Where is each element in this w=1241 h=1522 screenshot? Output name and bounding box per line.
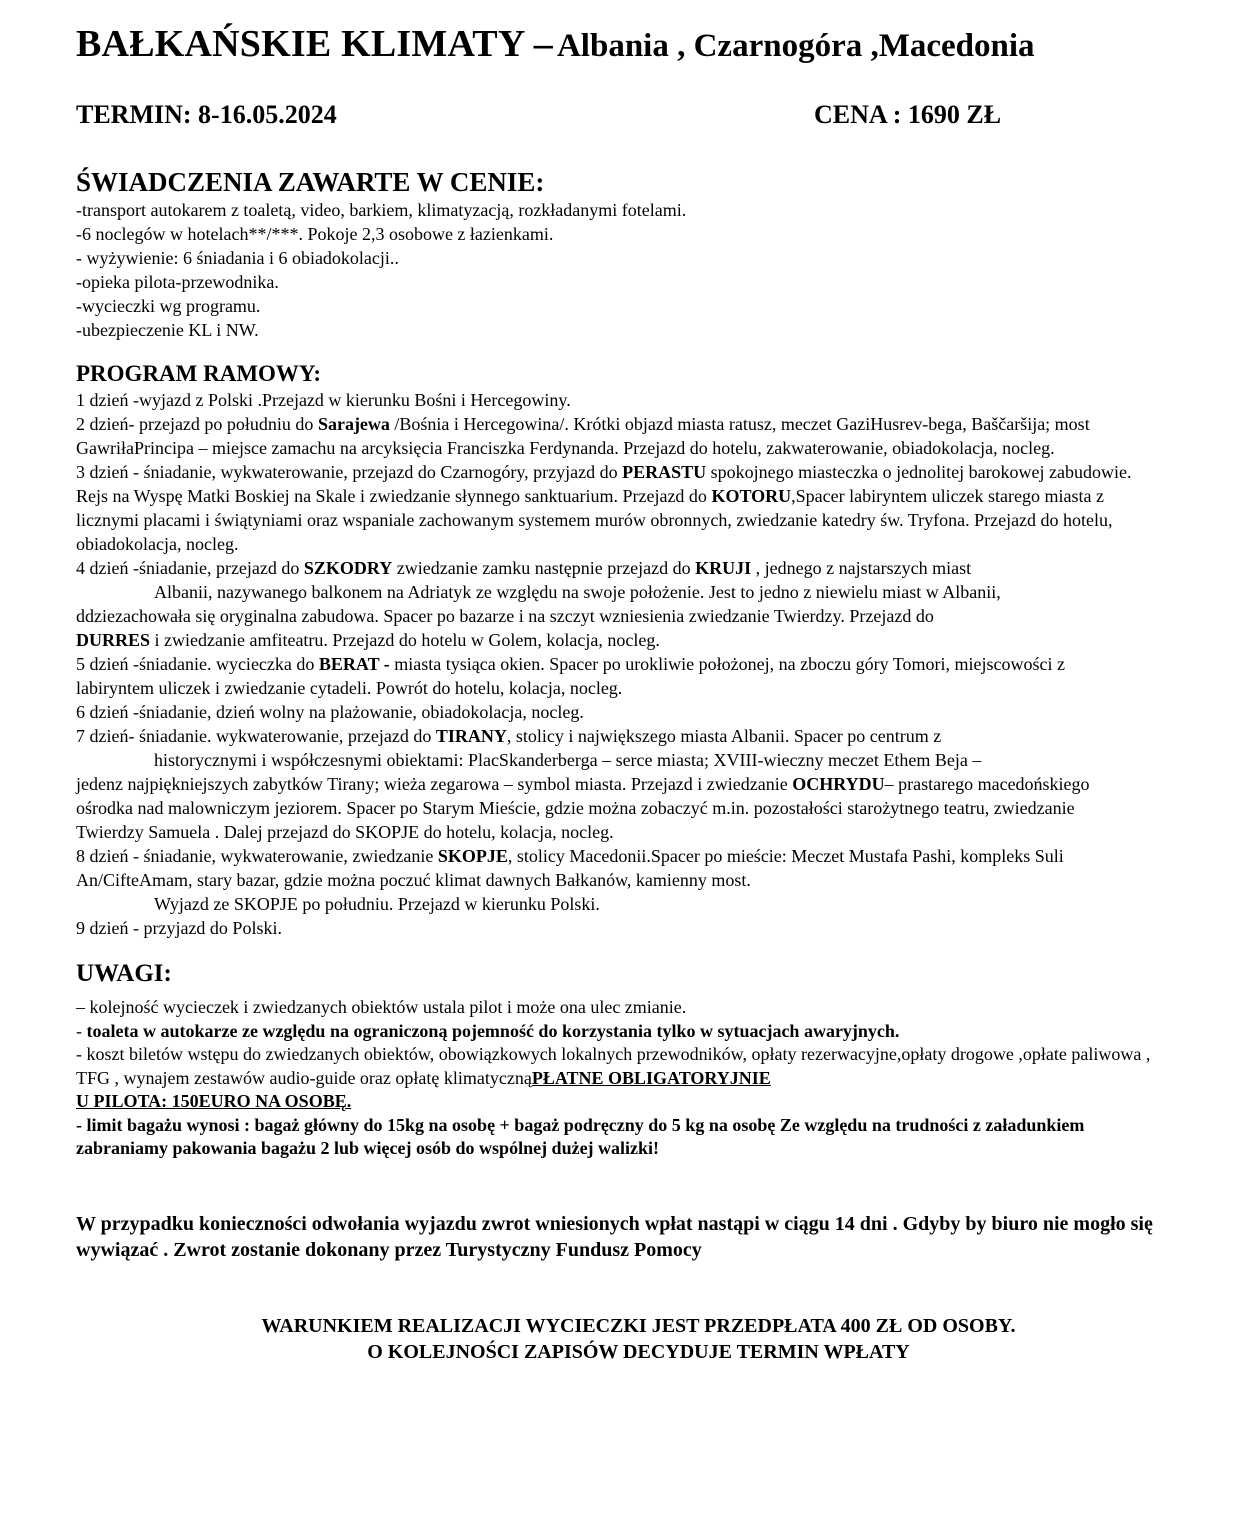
note-text: - koszt biletów wstępu do zwiedzanych obiektów, obowiązkowych lokalnych przewodników, opłaty rezerwacyjne,opłaty drogowe ,opłate paliwowa , TFG , wynajem zestawów audio-guide oraz opłatę klimatyczną [76, 1044, 1151, 1088]
program-day-9: 9 dzień - przyjazd do Polski. [76, 918, 282, 938]
day-text: – prastarego macedońskiego ośrodka nad malowniczym jeziorem. Spacer po Starym Mieście, gdzie można zobaczyć m.in. pozostałości starożytnego teatru, zwiedzanie Twierdzy Samuela . Dalej przejazd do SKOPJE do hotelu, kolacja, nocleg. [76, 774, 1090, 842]
program-heading: PROGRAM RAMOWY: [76, 361, 322, 386]
day-text: 5 dzień -śniadanie. wycieczka do [76, 654, 319, 674]
included-item: - wyżywienie: 6 śniadania i 6 obiadokolacji.. [76, 248, 399, 268]
place-name: SZKODRY [303, 558, 393, 578]
note-item: – kolejność wycieczek i zwiedzanych obiektów ustala pilot i może ona ulec zmianie. [76, 997, 687, 1017]
included-item: -ubezpieczenie KL i NW. [76, 320, 259, 340]
document-page [76, 18, 1176, 1365]
day-text: historycznymi i współczesnymi obiektami: PlacSkanderberga – serce miasta; XVIII-wieczny meczet Ethem Beja – [154, 750, 982, 770]
day-text: 8 dzień - śniadanie, wykwaterowanie, zwiedzanie [76, 846, 438, 866]
refund-notice: W przypadku konieczności odwołania wyjazdu zwrot wniesionych wpłat nastąpi w ciągu 14 dni . Gdyby by biuro nie mogło się wywiązać . Zwrot zostanie dokonany przez Turystyczny Fundusz Pomocy [76, 1212, 1153, 1261]
day-text: , stolicy i największego miasta Albanii. Spacer po centrum z [506, 726, 942, 746]
day-text: jedenz najpiękniejszych zabytków Tirany; wieża zegarowa – symbol miasta. Przejazd i zwiedzanie [76, 774, 793, 794]
place-name: Sarajewa [317, 414, 390, 434]
note-underlined-text: U PILOTA: 150EURO NA OSOBĘ. [76, 1091, 352, 1111]
trip-dates: TERMIN: 8-16.05.2024 [76, 100, 337, 129]
program-day-2 [76, 412, 1146, 460]
notes-heading: UWAGI: [76, 960, 172, 987]
note-item [76, 1043, 1171, 1114]
included-item: -wycieczki wg programu. [76, 296, 261, 316]
day-text: ddziezachowała się oryginalna zabudowa. Spacer po bazarze i na szczyt wzniesienia zwiedzanie Twierdzy. Przejazd do [76, 606, 934, 626]
day-text: 7 dzień- śniadanie. wykwaterowanie, przejazd do [76, 726, 436, 746]
note-item [76, 1020, 1171, 1044]
title-main: BAŁKAŃSKIE KLIMATY – [76, 23, 553, 65]
program-day-1: 1 dzień -wyjazd z Polski .Przejazd w kierunku Bośni i Hercegowiny. [76, 390, 571, 410]
note-bold-text: toaleta w autokarze ze względu na ograniczoną pojemność do korzystania tylko w sytuacjach awaryjnych. [86, 1020, 900, 1041]
place-name: PERASTU [622, 462, 707, 482]
trip-price: CENA : 1690 ZŁ [814, 100, 1002, 129]
included-item: -transport autokarem z toaletą, video, barkiem, klimatyzacją, rozkładanymi fotelami. [76, 200, 687, 220]
place-name: TIRANY [435, 726, 507, 746]
day-text: , jednego z najstarszych miast [751, 558, 972, 578]
day-text: spokojnego miasteczka o jednolitej barokowej zabudowie. Rejs na Wyspę Matki Boskiej na Skale i zwiedzanie słynnego sanktuarium. Przejazd do [76, 462, 1132, 506]
day-text: , stolicy Macedonii.Spacer po mieście: Meczet Mustafa Pashi, kompleks Suli An/CifteAmam, stary bazar, gdzie można poczuć klimat dawnych Bałkanów, kamienny most. [76, 846, 1064, 890]
day-text: miasta tysiąca okien. Spacer po urokliwie położonej, na zboczu góry Tomori, miejscowości z labiryntem uliczek i zwiedzanie cytadeli. Powrót do hotelu, kolacja, nocleg. [76, 654, 1065, 698]
day-text: zwiedzanie zamku następnie przejazd do [392, 558, 696, 578]
payment-conditions [76, 1313, 1201, 1365]
included-heading: ŚWIADCZENIA ZAWARTE W CENIE: [76, 167, 545, 197]
place-name: KOTORU [711, 486, 792, 506]
payment-condition-line: WARUNKIEM REALIZACJI WYCIECZKI JEST PRZEDPŁATA 400 ZŁ OD OSOBY. [261, 1314, 1016, 1337]
date-price-row [76, 100, 1176, 134]
title-sub: Albania , Czarnogóra ,Macedonia [556, 28, 1035, 64]
included-item: -opieka pilota-przewodnika. [76, 272, 279, 292]
day-text: ,Spacer labiryntem uliczek starego miasta z licznymi placami i świątyniami oraz wspaniale zachowanym systemem murów obronnych, zwiedzanie katedry św. Tryfona. Przejazd do hotelu, obiadokolacja, nocleg. [76, 486, 1113, 554]
document-title [76, 18, 1176, 70]
payment-condition-line: O KOLEJNOŚCI ZAPISÓW DECYDUJE TERMIN WPŁATY [367, 1340, 910, 1363]
program-day-7 [76, 724, 1146, 844]
note-item: - limit bagażu wynosi : bagaż główny do 15kg na osobę + bagaż podręczny do 5 kg na osobę Ze względu na trudności z załadunkiem zabraniamy pakowania bagażu 2 lub więcej osób do wspólnej dużej walizki! [76, 1114, 1085, 1158]
program-day-6: 6 dzień -śniadanie, dzień wolny na plażowanie, obiadokolacja, nocleg. [76, 702, 584, 722]
note-underlined-text: PŁATNE OBLIGATORYJNIE [531, 1067, 771, 1088]
program-day-8 [76, 844, 1146, 916]
day-text: /Bośnia i Hercegowina/. Krótki objazd miasta ratusz, meczet GaziHusrev-bega, Baščaršija; most GawriłaPrincipa – miejsce zamachu na arcyksięcia Franciszka Ferdynanda. Przejazd do hotelu, zakwaterowanie, obiadokolacja, nocleg. [76, 414, 1090, 458]
place-name: SKOPJE [437, 846, 508, 866]
note-text: - [76, 1020, 87, 1041]
day-text: Wyjazd ze SKOPJE po południu. Przejazd w kierunku Polski. [154, 894, 600, 914]
day-text: 2 dzień- przejazd po południu do [76, 414, 318, 434]
included-list [76, 198, 1176, 342]
place-name: BERAT - [318, 654, 390, 674]
place-name: DURRES [76, 630, 151, 650]
place-name: OCHRYDU [792, 774, 885, 794]
program-day-3 [76, 460, 1146, 556]
included-item: -6 noclegów w hotelach**/***. Pokoje 2,3 osobowe z łazienkami. [76, 224, 554, 244]
program-list [76, 388, 1146, 940]
day-text: 3 dzień - śniadanie, wykwaterowanie, przejazd do Czarnogóry, przyjazd do [76, 462, 623, 482]
day-text: 4 dzień -śniadanie, przejazd do [76, 558, 304, 578]
program-day-4 [76, 556, 1146, 652]
program-day-5 [76, 652, 1146, 700]
day-text: Albanii, nazywanego balkonem na Adriatyk ze względu na swoje położenie. Jest to jedno z niewielu miast w Albanii, [154, 582, 1001, 602]
notes-list [76, 996, 1171, 1161]
place-name: KRUJI [695, 558, 752, 578]
day-text: i zwiedzanie amfiteatru. Przejazd do hotelu w Golem, kolacja, nocleg. [150, 630, 660, 650]
